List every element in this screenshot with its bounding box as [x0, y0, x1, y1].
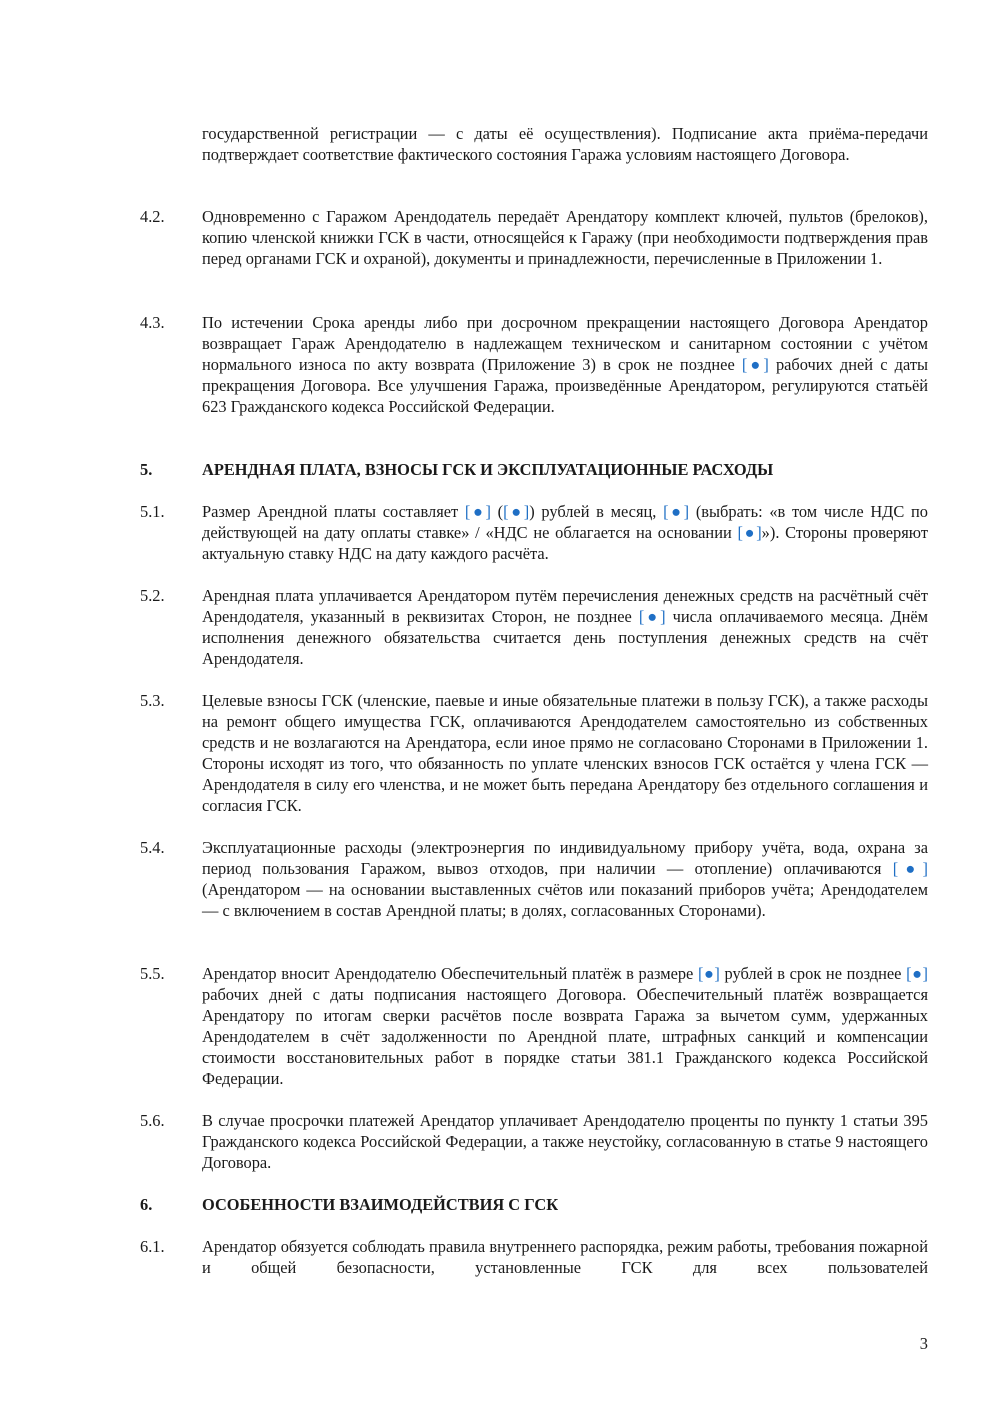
text-run: рабочих дней с даты подписания настоящего Договора. Обеспечительный платёж возвращается Арендатору по итогам сверки расчётов после возврата Гаража за вычетом сумм, удержанных Арендодателем в счёт задолженности по Арендной плате, штрафных санкций и компенсации стоимости восстановительных работ в порядке статьи 381.1 Гражданского кодекса Российской Федерации. — [202, 985, 928, 1088]
clause-text: В случае просрочки платежей Арендатор уплачивает Арендодателю проценты по пункту 1 статьи 395 Гражданского кодекса Российской Федерации, а также неустойку, согласованную в статье 9 настоящего Договора. — [202, 1111, 928, 1172]
section-number: 6. — [140, 1195, 153, 1214]
placeholder-marker: [●] — [663, 502, 690, 521]
clause-number: 5.5. — [140, 964, 165, 983]
text-run: ) рублей в месяц, — [529, 502, 664, 521]
clause-5-5 — [140, 963, 928, 1089]
clause-text — [202, 963, 928, 1089]
text-run: рублей в срок не позднее — [719, 964, 907, 983]
text-run: (выбрать: «в том числе НДС по действующей на дату оплаты ставке» / «НДС не облагается на основании — [202, 502, 928, 542]
text-run: Арендатор вносит Арендодателю Обеспечительный платёж в размере — [202, 964, 698, 983]
clause-text — [202, 837, 928, 921]
placeholder-marker: [●] — [741, 355, 769, 374]
text-run: числа оплачиваемого месяца. Днём исполнения денежного обязательства считается день поступления денежных средств на счёт Арендодателя. — [202, 607, 928, 668]
text-run: По истечении Срока аренды либо при досрочном прекращении настоящего Договора Арендатор возвращает Гараж Арендодателю в надлежащем техническом и санитарном состоянии с учётом нормального износа по акту возврата (Приложение 3) в срок не позднее — [202, 313, 928, 374]
clause-text: Целевые взносы ГСК (членские, паевые и иные обязательные платежи в пользу ГСК), а также расходы на ремонт общего имущества ГСК, оплачиваются Арендодателем самостоятельно из собственных средств и не возлагаются на Арендатора, если иное прямо не согласовано Сторонами в Приложении 1. Стороны исходят из того, что обязанность по уплате членских взносов ГСК остаётся у члена ГСК — Арендодателя в силу его членства, и не может быть передана Арендатору без отдельного соглашения и согласия ГСК. — [202, 691, 928, 815]
clause-5-1 — [140, 501, 928, 564]
clause-text: государственной регистрации — с даты её осуществления). Подписание акта приёма-передачи подтверждает соответствие фактического состояния Гаража условиям настоящего Договора. — [202, 124, 928, 164]
clause-number: 5.2. — [140, 586, 165, 605]
placeholder-marker: [●] — [737, 523, 762, 542]
text-run: рабочих дней с даты прекращения Договора. Все улучшения Гаража, произведённые Арендатором, регулируются статьёй 623 Гражданского кодекса Российской Федерации. — [202, 355, 928, 416]
clause-number: 5.3. — [140, 691, 165, 710]
text-run: »). Стороны проверяют актуальную ставку НДС на дату каждого расчёта. — [202, 523, 928, 563]
placeholder-marker: [●] — [697, 964, 720, 983]
text-run: ( — [490, 502, 504, 521]
clause-text — [202, 312, 928, 417]
text-run: Эксплуатационные расходы (электроэнергия по индивидуальному прибору учёта, вода, охрана за период пользования Гаражом, вывоз отходов, при наличии — отопление) оплачиваются — [202, 838, 928, 878]
placeholder-marker: [●] — [503, 502, 530, 521]
clause-number: 4.3. — [140, 313, 165, 332]
placeholder-marker: [●] — [906, 964, 928, 983]
section-number: 5. — [140, 460, 153, 479]
clause-number: 5.6. — [140, 1111, 165, 1130]
text-run: Размер Арендной платы составляет — [202, 502, 465, 521]
page-number: 3 — [919, 1334, 928, 1353]
section-5-heading — [140, 459, 928, 480]
clause-text — [202, 501, 928, 564]
clause-5-3 — [140, 690, 928, 816]
clause-number: 5.4. — [140, 838, 165, 857]
clause-number: 4.2. — [140, 207, 165, 226]
clause-6-1 — [140, 1236, 928, 1278]
placeholder-marker: [●] — [464, 502, 491, 521]
clause-4-1-continuation — [140, 123, 928, 165]
section-title: АРЕНДНАЯ ПЛАТА, ВЗНОСЫ ГСК И ЭКСПЛУАТАЦИОННЫЕ РАСХОДЫ — [202, 460, 774, 479]
text-run: (Арендатором — на основании выставленных счётов или показаний приборов учёта; Арендодателем — с включением в состав Арендной платы; в долях, согласованных Сторонами). — [202, 880, 928, 920]
clause-number: 6.1. — [140, 1237, 165, 1256]
clause-4-2 — [140, 206, 928, 269]
clause-5-6 — [140, 1110, 928, 1173]
clause-4-3 — [140, 312, 928, 417]
placeholder-marker: [●] — [892, 859, 928, 878]
clause-text — [202, 585, 928, 669]
clause-5-4 — [140, 837, 928, 921]
clause-text: Одновременно с Гаражом Арендодатель передаёт Арендатору комплект ключей, пультов (брелоков), копию членской книжки ГСК в части, относящейся к Гаражу (при необходимости подтверждения прав перед органами ГСК и охраной), документы и принадлежности, перечисленные в Приложении 1. — [202, 207, 928, 268]
placeholder-marker: [●] — [638, 607, 666, 626]
section-title: ОСОБЕННОСТИ ВЗАИМОДЕЙСТВИЯ С ГСК — [202, 1195, 559, 1214]
clause-5-2 — [140, 585, 928, 669]
section-6-heading — [140, 1194, 928, 1215]
clause-text: Арендатор обязуется соблюдать правила внутреннего распорядка, режим работы, требования пожарной и общей безопасности, установленные ГСК для всех пользователей — [202, 1237, 928, 1277]
clause-number: 5.1. — [140, 502, 165, 521]
text-run: Арендная плата уплачивается Арендатором путём перечисления денежных средств на расчётный счёт Арендодателя, указанный в реквизитах Сторон, не позднее — [202, 586, 928, 626]
